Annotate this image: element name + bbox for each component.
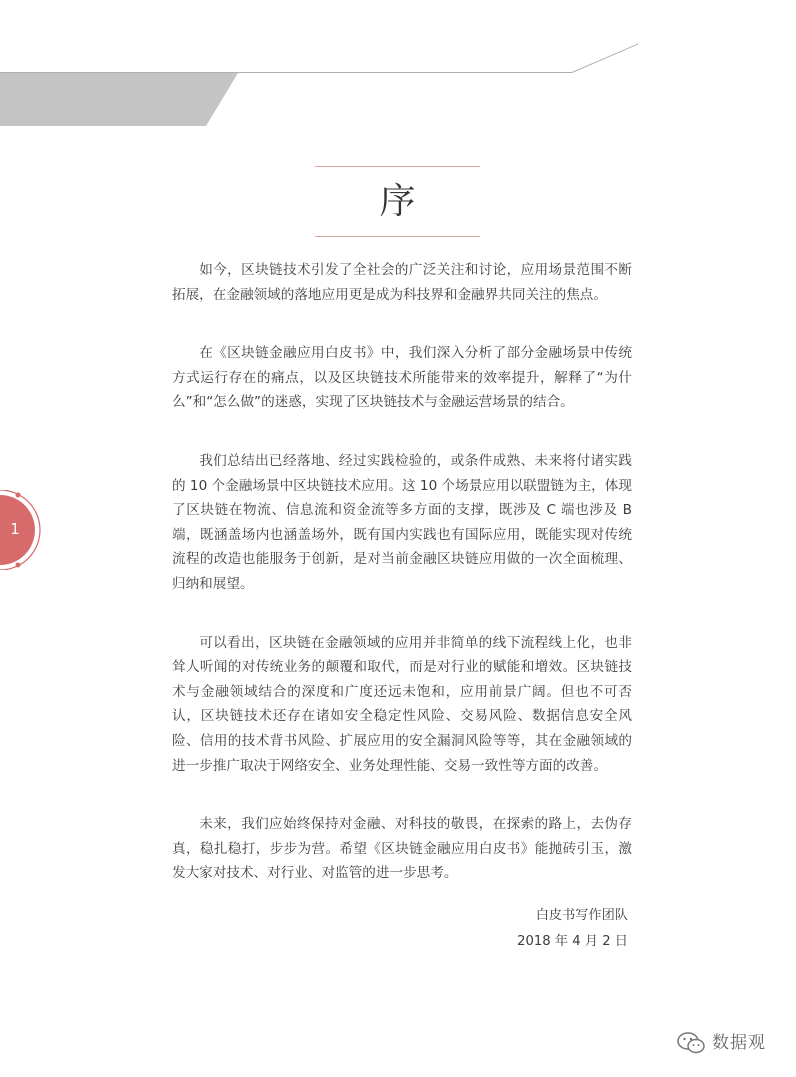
page-number: 1: [10, 520, 20, 538]
paragraph-2: 在《区块链金融应用白皮书》中，我们深入分析了部分金融场景中传统方式运行存在的痛点，以及区块链技术所能带来的效率提升，解释了“为什么”和“怎么做”的迷惑，实现了区块链技术与金融运营场景的结合。: [172, 345, 632, 411]
preface-body: [172, 258, 632, 920]
title-top-rule: [315, 166, 480, 167]
watermark: [676, 1030, 766, 1056]
header-slant-line: [572, 44, 638, 73]
badge-arc-dot-top: [16, 493, 21, 498]
page-title: 序: [379, 181, 416, 222]
watermark-text: 数据观: [712, 1033, 766, 1053]
badge-arc-dot-bottom: [16, 563, 21, 568]
signature-block: [420, 903, 628, 955]
paragraph-4: 可以看出，区块链在金融领域的应用并非简单的线下流程线上化，也非耸人听闻的对传统业务的颠覆和取代，而是对行业的赋能和增效。区块链技术与金融领域结合的深度和广度还远未饱和，应用前景广阔。但也不可否认，区块链技术还存在诸如安全稳定性风险、交易风险、数据信息安全风险、信用的技术背书风险、扩展应用的安全漏洞风险等等，其在金融领域的进一步推广取决于网络安全、业务处理性能、交易一致性等方面的改善。: [172, 634, 632, 774]
paragraph-3: 我们总结出已经落地、经过实践检验的，或条件成熟、未来将付诸实践的 10 个金融场景中区块链技术应用。这 10 个场景应用以联盟链为主，体现了区块链在物流、信息流和资金流等多方面的支撑，既涉及 C 端也涉及 B 端，既涵盖场内也涵盖场外，既有国内实践也有国际应用，既能实现对传统流程的改造也能服务于创新，是对当前金融区块链应用做的一次全面梳理、归纳和展望。: [172, 452, 632, 592]
header-decoration: [0, 0, 796, 140]
signature-author: 白皮书写作团队: [535, 908, 628, 923]
title-block: [315, 166, 480, 238]
paragraph-1: 如今，区块链技术引发了全社会的广泛关注和讨论，应用场景范围不断拓展，在金融领域的落地应用更是成为科技界和金融界共同关注的焦点。: [172, 262, 632, 303]
paragraph-5: 未来，我们应始终保持对金融、对科技的敬畏，在探索的路上，去伪存真，稳扎稳打，步步为营。希望《区块链金融应用白皮书》能抛砖引玉，激发大家对技术、对行业、对监管的进一步思考。: [172, 816, 632, 882]
signature-date: 2018 年 4 月 2 日: [517, 934, 628, 949]
title-bottom-rule: [315, 236, 480, 237]
header-gray-band: [0, 73, 238, 126]
wechat-icon: [676, 1031, 706, 1055]
